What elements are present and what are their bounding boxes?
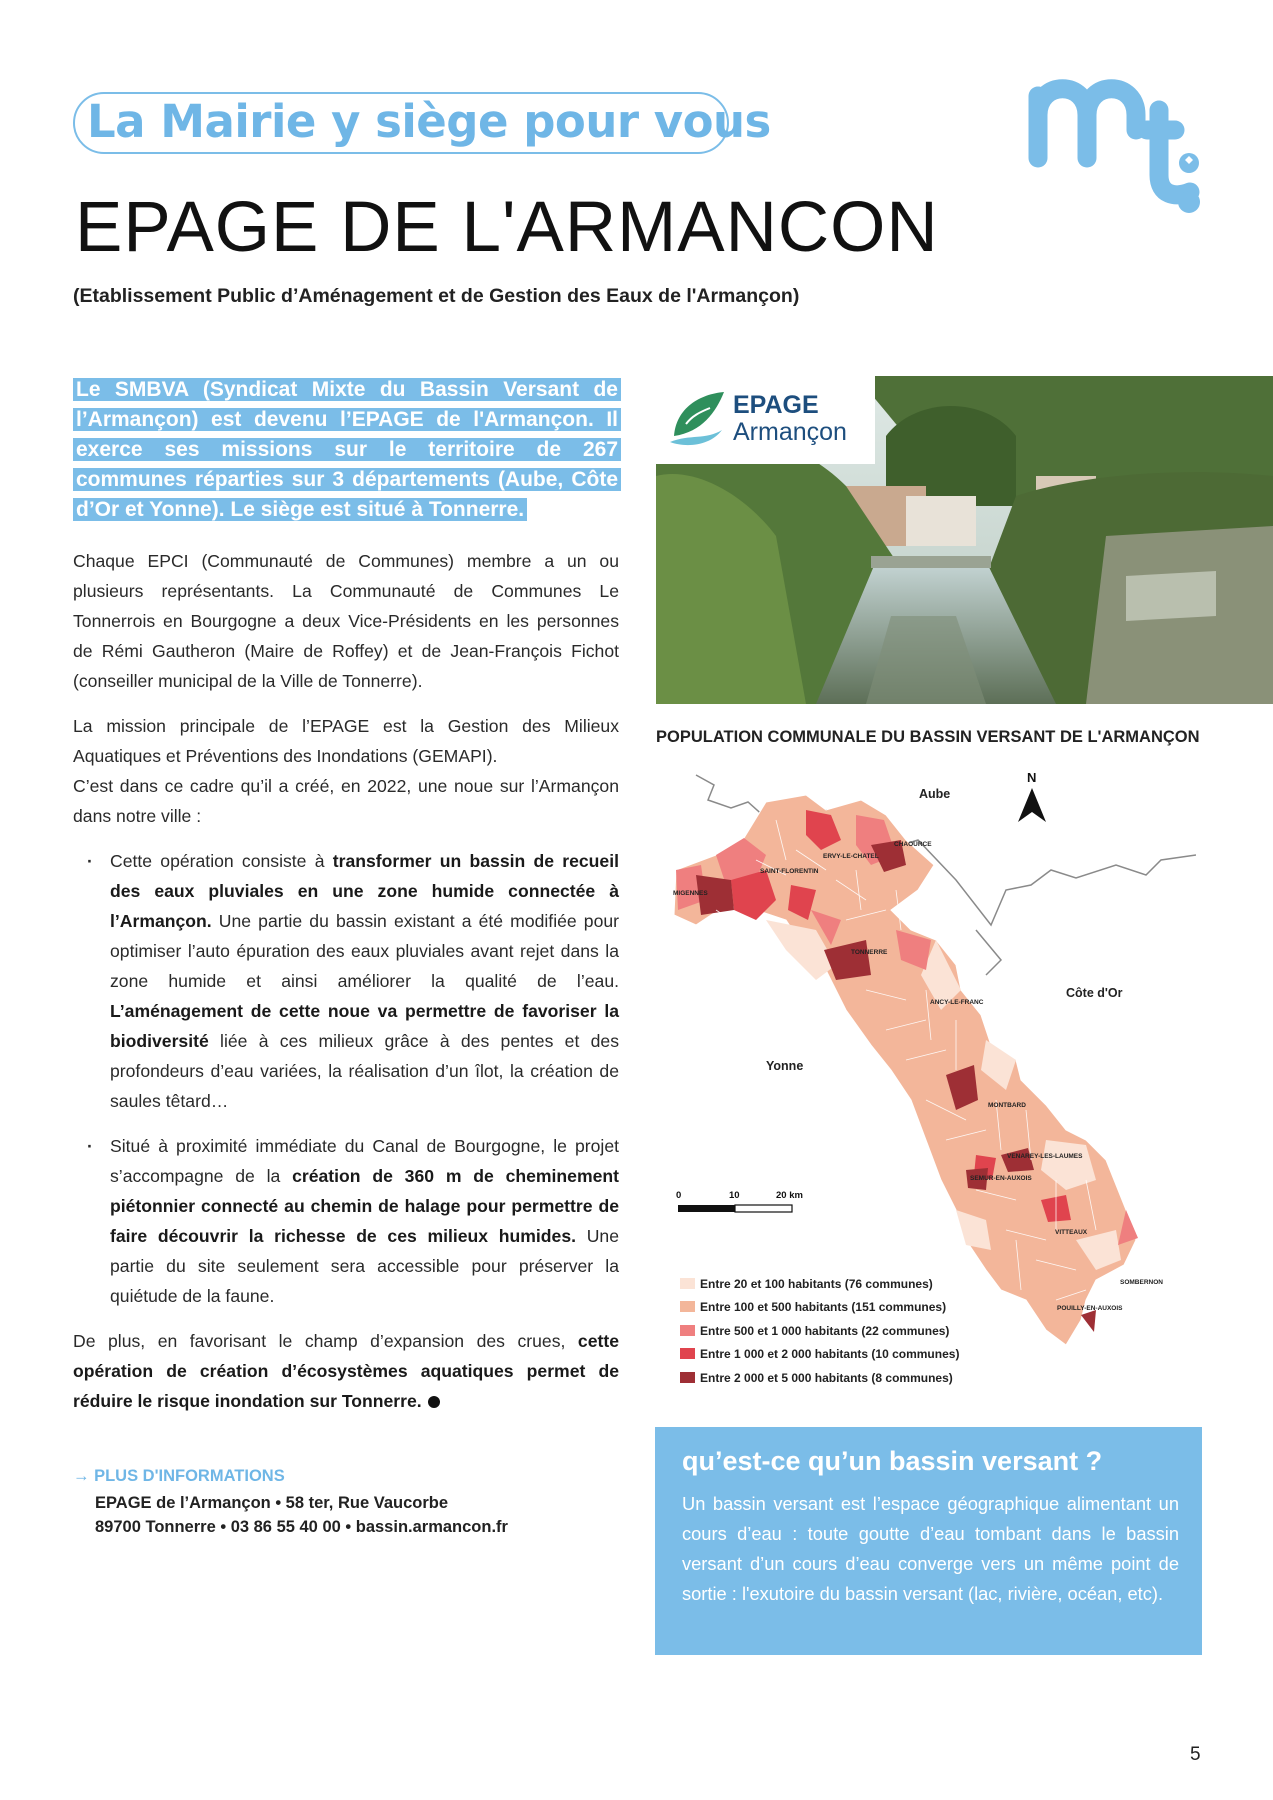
town-label: MIGENNES [673,890,708,897]
page-number: 5 [1190,1744,1201,1765]
definition-box-title: qu’est-ce qu’un bassin versant ? [682,1446,1103,1476]
epage-logo-line2: Armançon [733,418,847,446]
map-legend [680,1277,959,1385]
section-pill: La Mairie y siège pour vous [73,92,729,154]
definition-box-text: Un bassin versant est l’espace géographique alimentant un cours d’eau : toute goutte d’eau tombant dans le bassin versant d’un cours d’eau converge vers un même point de sortie : l'exutoire du bassin versant (lac, rivière, océan, etc). [682,1493,1179,1604]
paragraph-epci: Chaque EPCI (Communauté de Communes) membre a un ou plusieurs représentants. La Communauté de Communes Le Tonnerrois en Bourgogne a deux Vice-Présidents en les personnes de Rémi Gautheron (Maire de Roffey) et de Jean-François Fichot (conseiller municipal de la Ville de Tonnerre). [73,551,619,691]
legend-label: Entre 100 et 500 habitants (151 communes) [700,1300,947,1314]
north-label: N [1027,770,1037,785]
town-label: TONNERRE [851,949,888,956]
town-label: VITTEAUX [1055,1229,1088,1236]
region-label-aube: Aube [919,787,951,801]
arrow-right-icon: → [73,1467,90,1485]
legend-label: Entre 20 et 100 habitants (76 communes) [700,1277,933,1291]
epage-logo-box [656,376,875,464]
scale-label: 20 km [776,1190,803,1201]
scale-label: 0 [676,1190,682,1201]
page-title: EPAGE DE L'ARMANCON [75,188,939,267]
legend-label: Entre 2 000 et 5 000 habitants (8 communes) [700,1371,953,1385]
more-info-label: → PLUS D'INFORMATIONS [73,1467,285,1485]
region-label-yonne: Yonne [766,1059,804,1073]
town-label: MONTBARD [988,1102,1026,1109]
scale-bar [678,1205,735,1212]
mt-logo [1025,70,1205,220]
end-dot-icon [428,1396,440,1408]
region-label-cote-dor: Côte d'Or [1066,986,1123,1000]
town-label: SEMUR-EN-AUXOIS [970,1175,1032,1182]
list-item: · Situé à proximité immédiate du Canal de Bourgogne, le projet s’accompagne de la création de 360 m de cheminement piétonnier connecté au chemin de halage pour permettre de faire découvrir la richesse de ces milieux humides. Une partie du site seulement sera accessible pour préserver la quiétude de la faune. [73,1131,619,1311]
lead-paragraph: Le SMBVA (Syndicat Mixte du Bassin Versant de l’Armançon) est devenu l’EPAGE de l'Armançon. Il exerce ses missions sur le territoire de 267 communes réparties sur 3 départements (Aube, Côte d’Or et Yonne). Le siège est situé à Tonnerre. [73,375,621,525]
commune-group [1081,1310,1096,1332]
boundary-line [976,930,1001,975]
contact-address: EPAGE de l’Armançon • 58 ter, Rue Vaucorbe [95,1494,449,1512]
body-column [73,546,619,1416]
town-label: POUILLY-EN-AUXOIS [1057,1305,1123,1312]
contact-info [95,1491,508,1539]
map-title: POPULATION COMMUNALE DU BASSIN VERSANT DE L'ARMANÇON [656,728,1200,746]
paragraph-noue: C’est dans ce cadre qu’il a créé, en 2022, une noue sur l’Armançon dans notre ville : [73,776,619,826]
paragraph-mission: La mission principale de l’EPAGE est la Gestion des Milieux Aquatiques et Préventions des Inondations (GEMAPI). [73,716,619,766]
town-label: SAINT-FLORENTIN [760,868,819,875]
epage-logo-line1: EPAGE [733,391,819,419]
town-label: VENAREY-LES-LAUMES [1007,1153,1083,1160]
town-label: ANCY-LE-FRANC [930,999,984,1006]
river-photo [656,376,1273,704]
paragraph-conclusion: De plus, en favorisant le champ d’expansion des crues, cette opération de création d’écosystèmes aquatiques permet de réduire le risque inondation sur Tonnerre. [73,1331,619,1411]
scale-label: 10 [729,1190,740,1201]
bullet-list [73,846,619,1311]
contact-phone-web: 89700 Tonnerre • 03 86 55 40 00 • bassin.armancon.fr [95,1518,508,1536]
list-item: · Cette opération consiste à transformer un bassin de recueil des eaux pluviales en une zone humide connectée à l’Armançon. Une partie du bassin existant a été modifiée pour optimiser l’auto épuration des eaux pluviales avant rejet dans la zone humide et ainsi améliorer la qualité de l’eau. L’aménagement de cette noue va permettre de favoriser la biodiversité liée à ces milieux grâce à des pentes et des profondeurs d’eau variées, la réalisation d’un îlot, la création de saules têtard… [73,846,619,1116]
north-arrow-icon [1018,788,1046,822]
legend-swatch [680,1278,695,1289]
population-map [656,760,1196,1400]
legend-label: Entre 500 et 1 000 habitants (22 communes) [700,1324,950,1338]
legend-label: Entre 1 000 et 2 000 habitants (10 communes) [700,1347,960,1361]
page-subtitle: (Etablissement Public d’Aménagement et de Gestion des Eaux de l'Armançon) [73,285,800,307]
town-label: ERVY-LE-CHATEL [823,853,879,860]
town-label: CHAOURCE [894,841,932,848]
town-label: SOMBERNON [1120,1279,1163,1286]
boundary-line [886,840,1196,925]
legend-swatch [680,1301,695,1312]
scale-bar [735,1205,792,1212]
epage-leaf-icon [666,386,728,448]
legend-swatch [680,1348,695,1359]
legend-swatch [680,1372,695,1383]
legend-swatch [680,1325,695,1336]
